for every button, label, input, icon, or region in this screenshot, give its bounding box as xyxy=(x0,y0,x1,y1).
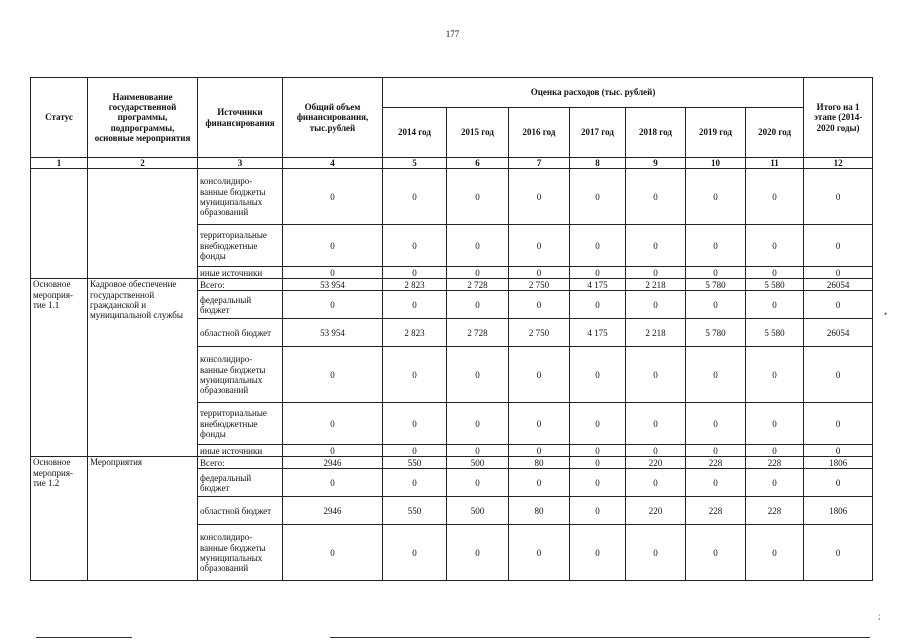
column-number-row xyxy=(31,158,873,169)
value-cell: 2946 xyxy=(283,497,383,525)
value-cell: 0 xyxy=(686,267,746,279)
value-cell: 0 xyxy=(570,169,626,225)
value-cell: 228 xyxy=(686,497,746,525)
value-cell: 0 xyxy=(283,291,383,319)
value-cell: 0 xyxy=(383,403,447,445)
value-cell: 0 xyxy=(746,347,804,403)
value-cell: 0 xyxy=(626,267,686,279)
header-year: 2016 год xyxy=(509,108,570,158)
value-cell: 0 xyxy=(686,347,746,403)
column-number: 5 xyxy=(383,158,447,169)
value-cell: 0 xyxy=(283,347,383,403)
value-cell: 0 xyxy=(686,225,746,267)
funding-source: федеральный бюджет xyxy=(198,469,283,497)
funding-source: областной бюджет xyxy=(198,319,283,347)
header-estimate: Оценка расходов (тыс. рублей) xyxy=(383,78,804,108)
header-year: 2015 год xyxy=(447,108,509,158)
value-cell: 0 xyxy=(746,291,804,319)
value-cell: 0 xyxy=(570,469,626,497)
value-cell: 0 xyxy=(804,403,873,445)
column-number: 11 xyxy=(746,158,804,169)
value-cell: 0 xyxy=(283,445,383,457)
value-cell: 0 xyxy=(283,225,383,267)
header-year: 2014 год xyxy=(383,108,447,158)
value-cell: 0 xyxy=(686,445,746,457)
value-cell: 0 xyxy=(383,169,447,225)
funding-source: областной бюджет xyxy=(198,497,283,525)
value-cell: 1806 xyxy=(804,457,873,469)
value-cell: 0 xyxy=(383,525,447,581)
column-number: 7 xyxy=(509,158,570,169)
value-cell: 0 xyxy=(626,525,686,581)
value-cell: 2 218 xyxy=(626,319,686,347)
header-year: 2019 год xyxy=(686,108,746,158)
value-cell: 0 xyxy=(509,469,570,497)
value-cell: 5 780 xyxy=(686,279,746,291)
value-cell: 0 xyxy=(447,267,509,279)
value-cell: 2946 xyxy=(283,457,383,469)
scan-artifact: • xyxy=(884,309,888,319)
funding-source: консолидиро-ванные бюджеты муниципальных образований xyxy=(198,525,283,581)
column-number: 12 xyxy=(804,158,873,169)
value-cell: 0 xyxy=(570,403,626,445)
column-number: 10 xyxy=(686,158,746,169)
value-cell: 53 954 xyxy=(283,319,383,347)
value-cell: 0 xyxy=(626,445,686,457)
value-cell: 500 xyxy=(447,457,509,469)
funding-source: территориальные внебюджетные фонды xyxy=(198,403,283,445)
value-cell: 0 xyxy=(804,291,873,319)
value-cell: 0 xyxy=(447,347,509,403)
value-cell: 0 xyxy=(383,291,447,319)
value-cell: 26054 xyxy=(804,319,873,347)
value-cell: 500 xyxy=(447,497,509,525)
header-total-volume: Общий объем финансирования, тыс.рублей xyxy=(283,78,383,158)
value-cell: 550 xyxy=(383,497,447,525)
funding-source: консолидиро-ванные бюджеты муниципальных образований xyxy=(198,169,283,225)
row-program-name: Кадровое обеспечение государственной гражданской и муниципальной службы xyxy=(88,279,198,457)
value-cell: 5 580 xyxy=(746,279,804,291)
value-cell: 5 780 xyxy=(686,319,746,347)
column-number: 8 xyxy=(570,158,626,169)
value-cell: 4 175 xyxy=(570,319,626,347)
value-cell: 0 xyxy=(686,403,746,445)
funding-source: иные источники xyxy=(198,267,283,279)
value-cell: 2 728 xyxy=(447,279,509,291)
value-cell: 0 xyxy=(746,525,804,581)
value-cell: 0 xyxy=(509,169,570,225)
value-cell: 0 xyxy=(626,225,686,267)
value-cell: 0 xyxy=(283,469,383,497)
value-cell: 0 xyxy=(570,225,626,267)
value-cell: 0 xyxy=(746,469,804,497)
value-cell: 0 xyxy=(626,347,686,403)
value-cell: 0 xyxy=(804,169,873,225)
value-cell: 0 xyxy=(447,469,509,497)
value-cell: 0 xyxy=(686,291,746,319)
header-year: 2017 год xyxy=(570,108,626,158)
value-cell: 0 xyxy=(509,347,570,403)
value-cell: 26054 xyxy=(804,279,873,291)
column-number: 1 xyxy=(31,158,88,169)
funding-source: территориальные внебюджетные фонды xyxy=(198,225,283,267)
value-cell: 0 xyxy=(509,445,570,457)
value-cell: 0 xyxy=(570,267,626,279)
value-cell: 0 xyxy=(383,469,447,497)
value-cell: 0 xyxy=(283,267,383,279)
column-number: 3 xyxy=(198,158,283,169)
header-name: Наименование государственной программы, подпрограммы, основные мероприятия xyxy=(88,78,198,158)
table-body xyxy=(31,169,873,581)
value-cell: 0 xyxy=(626,291,686,319)
value-cell: 2 728 xyxy=(447,319,509,347)
value-cell: 0 xyxy=(746,225,804,267)
value-cell: 0 xyxy=(746,267,804,279)
value-cell: 0 xyxy=(804,525,873,581)
value-cell: 0 xyxy=(570,445,626,457)
value-cell: 228 xyxy=(686,457,746,469)
table-row xyxy=(31,457,873,469)
value-cell: 0 xyxy=(383,225,447,267)
header-sources: Источники финансирования xyxy=(198,78,283,158)
value-cell: 5 580 xyxy=(746,319,804,347)
table-row xyxy=(31,169,873,225)
column-number: 9 xyxy=(626,158,686,169)
value-cell: 2 823 xyxy=(383,319,447,347)
scan-edge-line xyxy=(36,637,132,638)
row-program-name xyxy=(88,169,198,279)
value-cell: 0 xyxy=(509,267,570,279)
value-cell: 1806 xyxy=(804,497,873,525)
column-number: 4 xyxy=(283,158,383,169)
column-number: 2 xyxy=(88,158,198,169)
value-cell: 228 xyxy=(746,457,804,469)
value-cell: 220 xyxy=(626,497,686,525)
value-cell: 2 750 xyxy=(509,319,570,347)
value-cell: 0 xyxy=(626,403,686,445)
table-row xyxy=(31,279,873,291)
scan-artifact: ; xyxy=(878,611,881,621)
value-cell: 0 xyxy=(570,291,626,319)
value-cell: 0 xyxy=(804,469,873,497)
value-cell: 0 xyxy=(570,497,626,525)
value-cell: 0 xyxy=(283,169,383,225)
value-cell: 0 xyxy=(283,403,383,445)
value-cell: 220 xyxy=(626,457,686,469)
value-cell: 0 xyxy=(746,403,804,445)
value-cell: 0 xyxy=(509,403,570,445)
header-year: 2020 год xyxy=(746,108,804,158)
value-cell: 550 xyxy=(383,457,447,469)
row-program-name: Мероприятия xyxy=(88,457,198,581)
value-cell: 0 xyxy=(626,169,686,225)
value-cell: 53 954 xyxy=(283,279,383,291)
value-cell: 0 xyxy=(447,403,509,445)
header-year: 2018 год xyxy=(626,108,686,158)
value-cell: 0 xyxy=(447,291,509,319)
value-cell: 0 xyxy=(570,457,626,469)
funding-source: консолидиро-ванные бюджеты муниципальных образований xyxy=(198,347,283,403)
value-cell: 0 xyxy=(626,469,686,497)
value-cell: 2 218 xyxy=(626,279,686,291)
value-cell: 0 xyxy=(447,169,509,225)
value-cell: 0 xyxy=(804,267,873,279)
header-stage-total: Итого на 1 этапе (2014-2020 годы) xyxy=(804,78,873,158)
header-status: Статус xyxy=(31,78,88,158)
value-cell: 0 xyxy=(509,225,570,267)
value-cell: 0 xyxy=(686,169,746,225)
row-status: Основное мероприя-тие 1.1 xyxy=(31,279,88,457)
scan-edge-line xyxy=(330,637,870,638)
value-cell: 2 750 xyxy=(509,279,570,291)
value-cell: 80 xyxy=(509,457,570,469)
row-status: Основное мероприя-тие 1.2 xyxy=(31,457,88,581)
value-cell: 0 xyxy=(383,445,447,457)
value-cell: 0 xyxy=(383,347,447,403)
value-cell: 0 xyxy=(570,525,626,581)
value-cell: 228 xyxy=(746,497,804,525)
value-cell: 0 xyxy=(509,291,570,319)
budget-table xyxy=(30,77,873,581)
value-cell: 2 823 xyxy=(383,279,447,291)
value-cell: 0 xyxy=(686,469,746,497)
value-cell: 0 xyxy=(447,525,509,581)
value-cell: 0 xyxy=(509,525,570,581)
funding-source: иные источники xyxy=(198,445,283,457)
value-cell: 0 xyxy=(447,445,509,457)
value-cell: 0 xyxy=(686,525,746,581)
funding-source: Всего: xyxy=(198,279,283,291)
value-cell: 0 xyxy=(283,525,383,581)
value-cell: 0 xyxy=(804,225,873,267)
value-cell: 0 xyxy=(804,445,873,457)
value-cell: 80 xyxy=(509,497,570,525)
value-cell: 0 xyxy=(570,347,626,403)
column-number: 6 xyxy=(447,158,509,169)
value-cell: 0 xyxy=(447,225,509,267)
row-status xyxy=(31,169,88,279)
funding-source: федеральный бюджет xyxy=(198,291,283,319)
value-cell: 0 xyxy=(746,169,804,225)
value-cell: 0 xyxy=(383,267,447,279)
funding-source: Всего: xyxy=(198,457,283,469)
page-number: 177 xyxy=(445,29,460,39)
value-cell: 4 175 xyxy=(570,279,626,291)
value-cell: 0 xyxy=(746,445,804,457)
value-cell: 0 xyxy=(804,347,873,403)
